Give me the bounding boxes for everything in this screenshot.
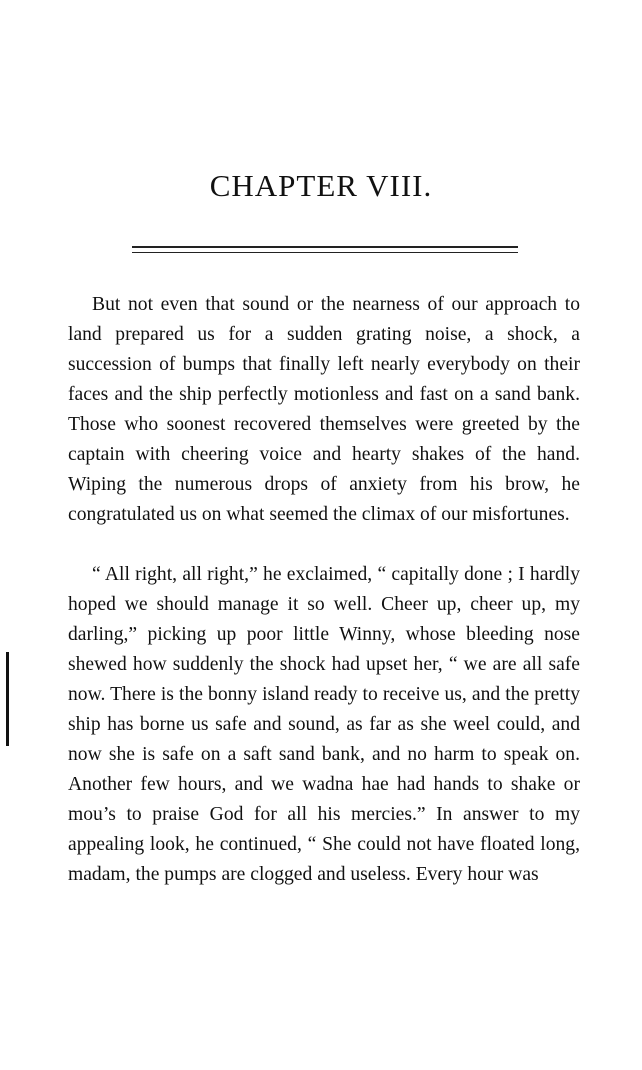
title-rule-thick — [132, 246, 518, 248]
paragraph-2: “ All right, all right,” he exclaimed, “ capitally done ; I hardly hoped we should manage it so well. Cheer up, cheer up, my darling,” picking up poor little Winny, whose bleeding nose shewed how suddenly the shock had upset her, “ we are all safe now. There is the bonny island ready to receive us, and the pretty ship has borne us safe and sound, as far as she weel could, and now she is safe on a saft sand bank, and no harm to speak on. Another few hours, and we wadna hae had hands to shake or mou’s to praise God for all his mercies.” In answer to my appealing look, he continued, “ She could not have floated long, madam, the pumps are clogged and useless. Every hour was — [68, 564, 580, 885]
chapter-title: CHAPTER VIII. — [209, 168, 433, 203]
margin-bar-mark — [6, 652, 9, 746]
title-rule-thin — [132, 252, 518, 253]
paragraph-1: But not even that sound or the nearness of our approach to land prepared us for a sudden grating noise, a shock, a succession of bumps that finally left nearly everybody on their faces and the ship perfectly motionless and fast on a sand bank. Those who soonest recovered themselves were greeted by the captain with cheering voice and hearty shakes of the hand. Wiping the numerous drops of anxiety from his brow, he congratulated us on what seemed the climax of our misfortunes. — [68, 294, 580, 525]
body-text — [68, 290, 580, 890]
